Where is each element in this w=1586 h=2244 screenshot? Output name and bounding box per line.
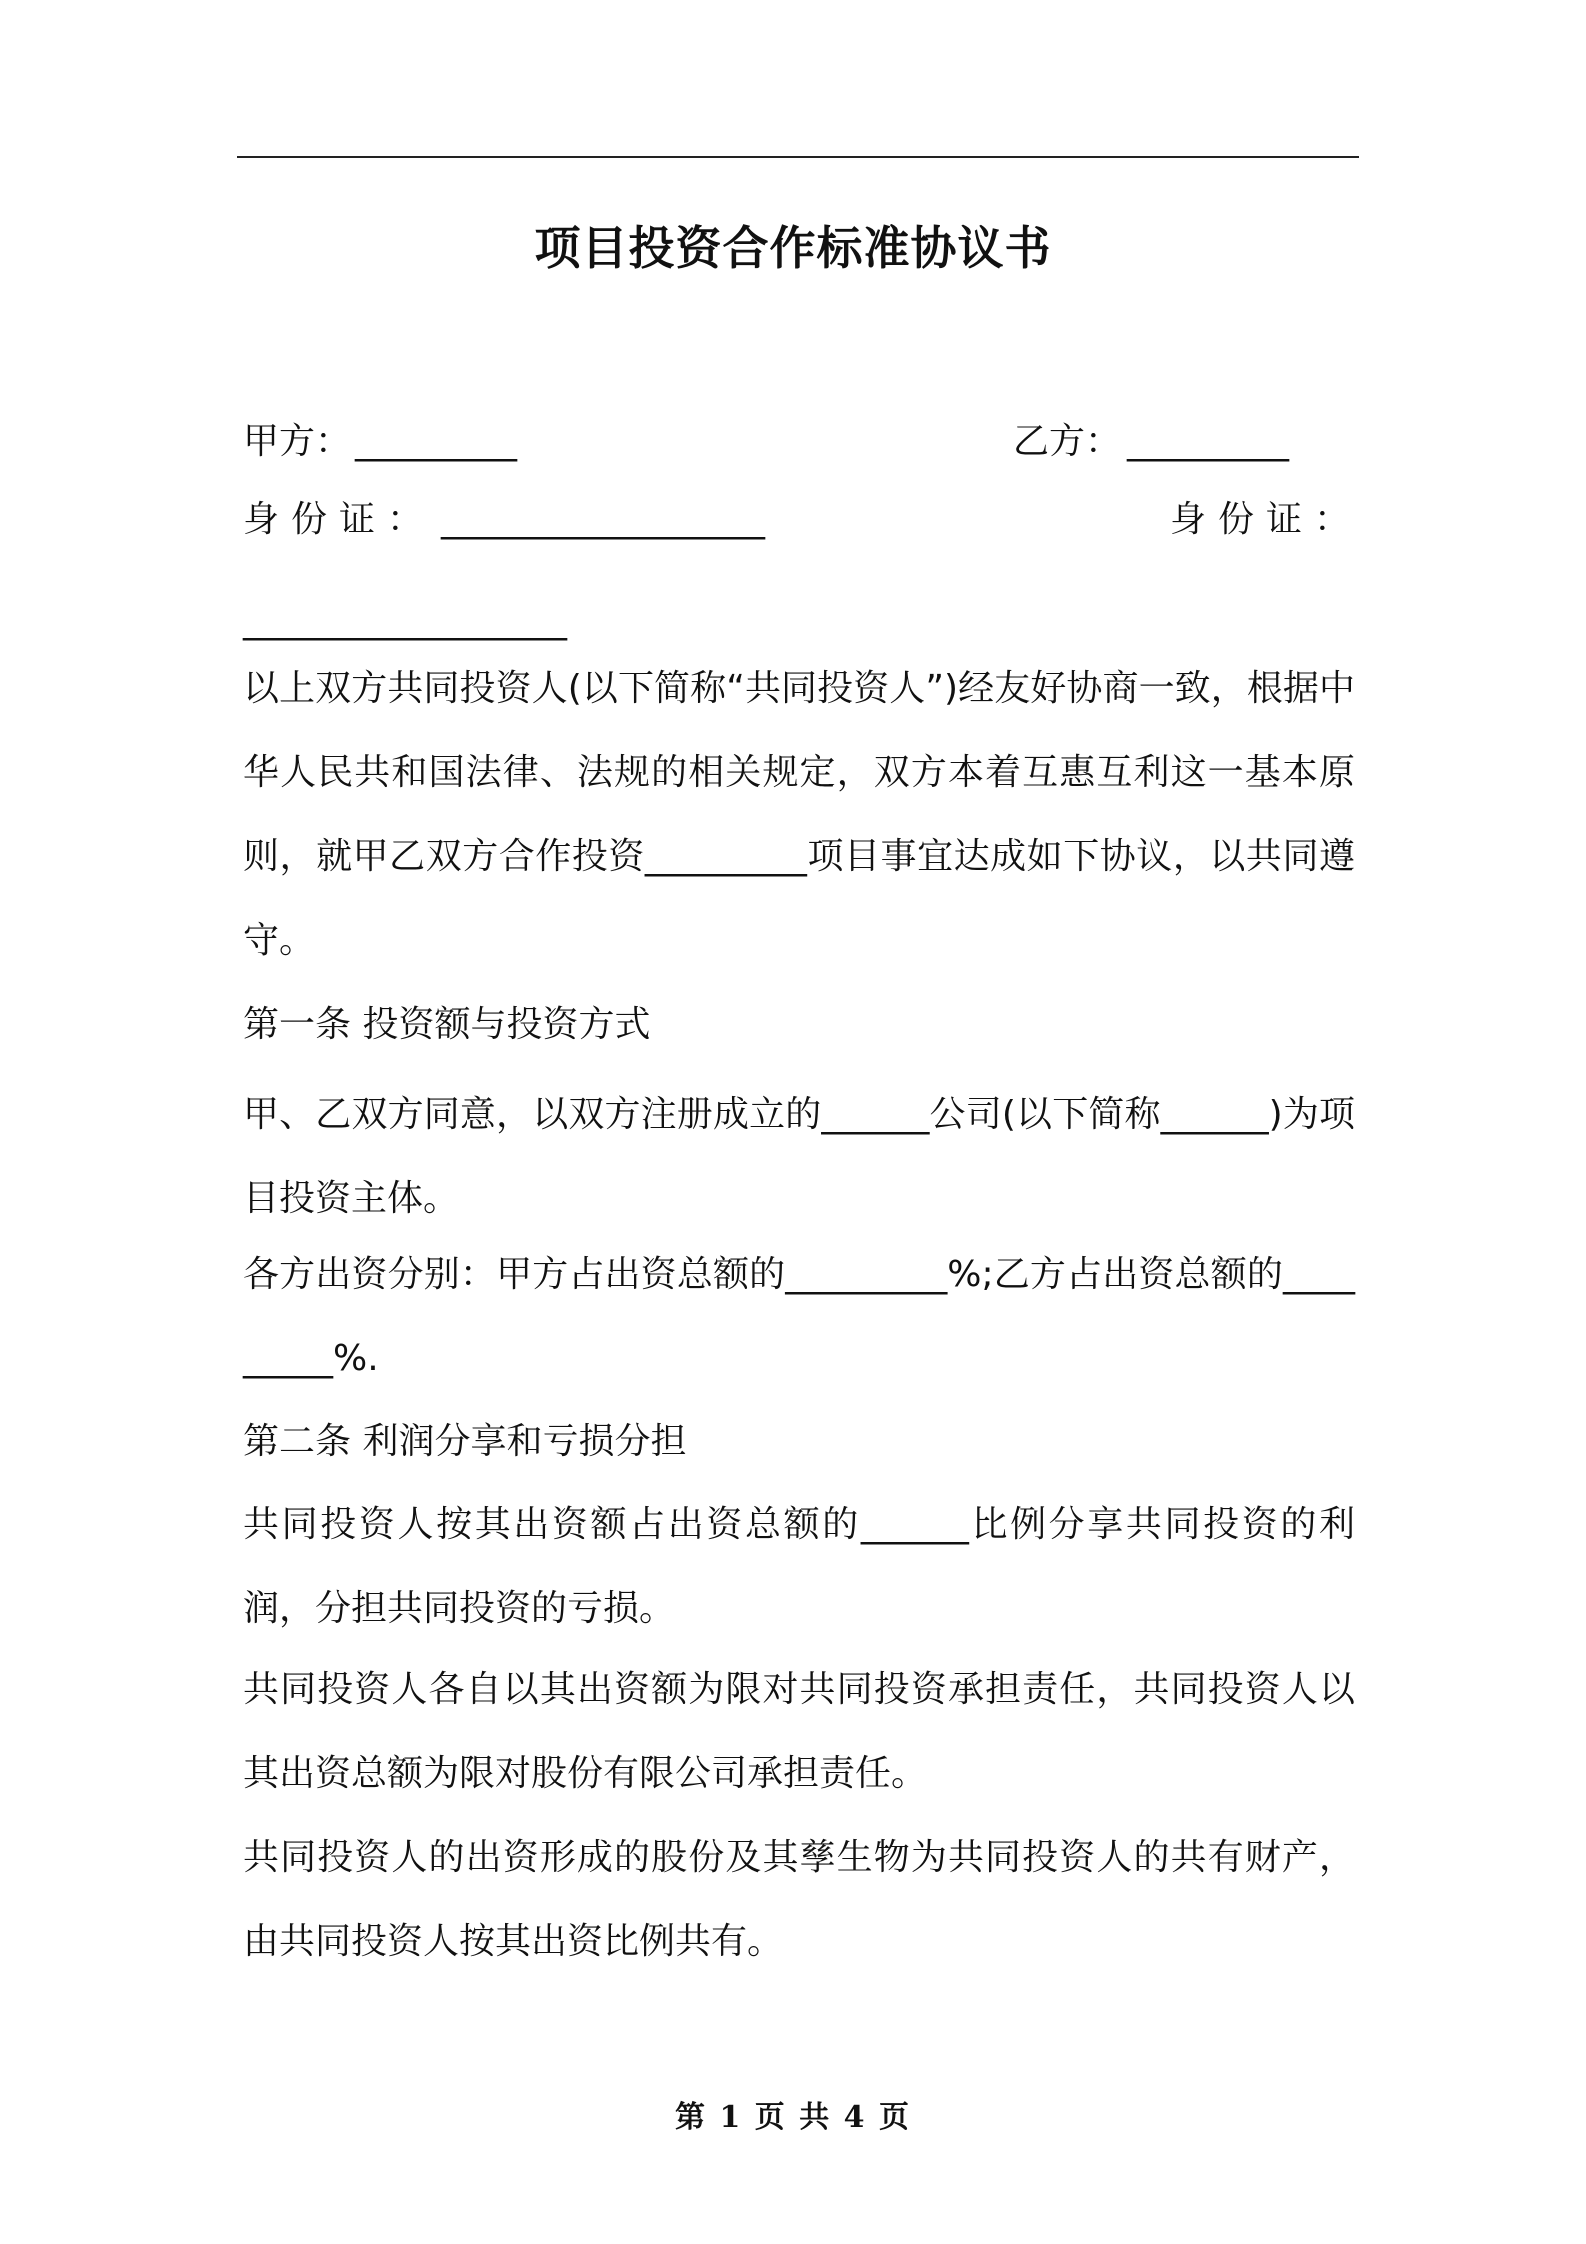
- party-a-blank: _________: [355, 421, 517, 462]
- article-2-paragraph-2: 共同投资人各自以其出资额为限对共同投资承担责任，共同投资人以其出资总额为限对股份有限公司承担责任。: [243, 1669, 1355, 1794]
- id-blank-a: __________________: [441, 499, 765, 540]
- party-b-blank: _________: [1127, 421, 1289, 462]
- page-number: 第 1 页 共 4 页: [675, 2100, 911, 2135]
- id-row: [0, 496, 1586, 544]
- id-blank-b: __________________: [243, 600, 567, 641]
- article-1-heading: 第一条 投资额与投资方式: [243, 1004, 651, 1045]
- article-1-paragraph-2: 各方出资分别：甲方占出资总额的_________%;乙方占出资总额的_________%.: [243, 1254, 1355, 1379]
- party-a-label: 甲方：: [243, 421, 352, 462]
- article-1-paragraph-1: 甲、乙双方同意，以双方注册成立的______公司(以下简称______)为项目投资主体。: [243, 1094, 1355, 1219]
- id-label-b: 身份证：: [1170, 499, 1363, 540]
- id-label-a: 身份证：: [243, 499, 436, 540]
- document-title: 项目投资合作标准协议书: [534, 221, 1052, 275]
- article-2-heading: 第二条 利润分享和亏损分担: [243, 1421, 687, 1462]
- party-b-label: 乙方：: [1013, 421, 1122, 462]
- parties-row: [0, 418, 1586, 466]
- id-row-continued: [0, 597, 1586, 645]
- header-rule: [237, 156, 1359, 158]
- intro-paragraph: 以上双方共同投资人(以下简称“共同投资人”)经友好协商一致，根据中华人民共和国法律、法规的相关规定，双方本着互惠互利这一基本原则，就甲乙双方合作投资_________项目事宜达成如下协议，以共同遵守。: [243, 668, 1355, 961]
- article-2-paragraph-1: 共同投资人按其出资额占出资总额的______比例分享共同投资的利润，分担共同投资的亏损。: [243, 1504, 1355, 1629]
- article-2-paragraph-3: 共同投资人的出资形成的股份及其孳生物为共同投资人的共有财产，由共同投资人按其出资比例共有。: [243, 1837, 1355, 1962]
